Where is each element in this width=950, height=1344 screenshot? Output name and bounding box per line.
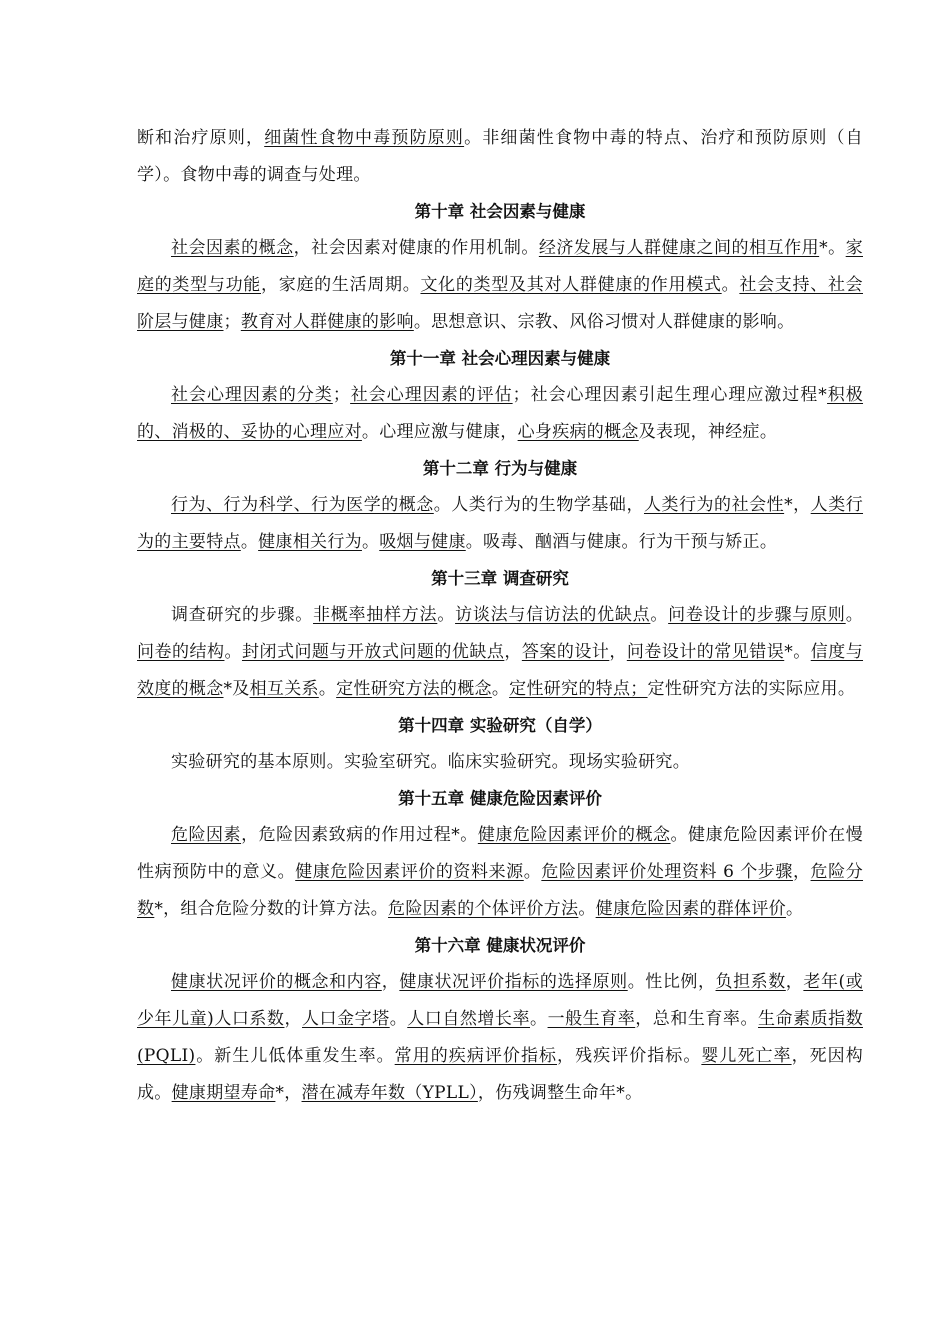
chapter-title: 第十五章 健康危险因素评价 [398, 789, 602, 808]
chapter-paragraph [137, 744, 863, 781]
text-run: 。 [530, 1009, 548, 1029]
text-run: ，社会因素对健康的作用机制。 [293, 238, 539, 258]
text-run: 定性研究方法的实际应用。 [647, 679, 856, 699]
underlined-term: 教育对人群健康的影响 [240, 312, 414, 332]
text-run: 。吸毒、酗酒与健康。行为干预与矫正。 [465, 532, 778, 552]
underlined-term: 潜在减寿年数（YPLL） [301, 1083, 478, 1103]
text-run: 。 [650, 605, 669, 625]
text-run: 。 [491, 679, 510, 699]
text-run: 。性比例， [627, 972, 716, 992]
text-run: *， [275, 1083, 302, 1103]
chapter-paragraph [137, 817, 863, 928]
text-run: ， [609, 642, 627, 662]
underlined-term: 问卷的结构 [137, 642, 225, 662]
text-run: 。 [389, 1009, 408, 1029]
underlined-term: 人口金字塔 [302, 1009, 390, 1029]
underlined-term: 细菌性食物中毒预防原则 [264, 128, 465, 148]
document-body [137, 120, 863, 1112]
underlined-term: 行为、行为科学、行为医学的概念 [171, 495, 434, 515]
chapter-title: 第十三章 调查研究 [431, 569, 569, 588]
text-run: ， [381, 972, 400, 992]
text-run: ，死因构成。 [137, 1046, 864, 1103]
underlined-term: 健康相关行为 [258, 532, 362, 552]
text-run: 调查研究的步骤。 [171, 605, 314, 625]
text-run: 。 [240, 532, 259, 552]
underlined-term: 危险因素的个体评价方法 [388, 899, 579, 919]
text-run: ，伤残调整生命年*。 [477, 1083, 643, 1103]
intro-paragraph [137, 120, 863, 194]
text-run: 。 [845, 605, 863, 625]
text-run: ，残疾评价指标。 [557, 1046, 702, 1066]
chapter-paragraph [137, 230, 863, 341]
underlined-term: 生命素质指数(PQLI) [137, 1009, 863, 1066]
text-run: *，组合危险分数的计算方法。 [154, 899, 389, 919]
text-run: 。 [785, 899, 804, 919]
underlined-term: 定性研究方法的概念 [336, 679, 492, 699]
underlined-term: 访谈法与信访法的优缺点 [455, 605, 651, 625]
underlined-term: 老年(或少年儿童)人口系数 [137, 972, 864, 1029]
text-run: ， [284, 1009, 303, 1029]
underlined-term: 家庭的类型与功能 [137, 238, 863, 295]
text-run: *， [784, 495, 811, 515]
text-run: 。健康危险因素评价在慢性病预防中的意义。 [137, 825, 864, 882]
text-run: ， [504, 642, 522, 662]
underlined-term: 危险分数 [137, 862, 864, 919]
underlined-term: 问卷设计的步骤与原则 [668, 605, 846, 625]
chapter-paragraph [137, 964, 863, 1112]
text-run: *。 [819, 238, 846, 258]
underlined-term: 社会支持、社会阶层与健康 [137, 275, 863, 332]
underlined-term: 积极的、消极的、妥协的心理应对 [137, 385, 864, 442]
text-run: 及表现，神经症。 [638, 422, 778, 442]
text-run: 。 [578, 899, 596, 919]
underlined-term: 健康危险因素评价的概念 [477, 825, 671, 845]
text-run: ，危险因素致病的作用过程*。 [241, 825, 478, 845]
underlined-term: 信度与效度的概念 [137, 642, 864, 699]
underlined-term: 健康危险因素评价的资料来源 [295, 862, 524, 882]
underlined-term: 社会心理因素的分类 [171, 385, 333, 405]
underlined-term: 健康期望寿命 [171, 1083, 276, 1103]
underlined-term: 答案的设计 [521, 642, 610, 662]
text-run: 。人类行为的生物学基础， [433, 495, 644, 515]
text-run: 。 [721, 275, 740, 295]
underlined-term: 社会心理因素的评估 [350, 385, 513, 405]
chapter-title: 第十一章 社会心理因素与健康 [389, 349, 611, 368]
underlined-term: 健康状况评价的概念和内容 [171, 972, 382, 992]
underlined-term: 吸烟与健康 [379, 532, 466, 552]
underlined-term: 危险因素评价处理资料 6 个步骤 [541, 862, 793, 882]
underlined-term: 危险因素 [171, 825, 242, 845]
chapter-title: 第十六章 健康状况评价 [414, 936, 586, 955]
underlined-term: 人口自然增长率 [407, 1009, 531, 1029]
text-run: 。新生儿低体重发生率。 [195, 1046, 395, 1066]
text-run: 。 [437, 605, 456, 625]
text-run: 断和治疗原则， [137, 128, 265, 148]
underlined-term: 婴儿死亡率 [701, 1046, 792, 1066]
underlined-term: 定性研究的特点； [509, 679, 648, 699]
text-run: ， [792, 862, 811, 882]
underlined-term: 经济发展与人群健康之间的相互作用 [538, 238, 820, 258]
text-run: *。 [784, 642, 811, 662]
text-run: 。思想意识、宗教、风俗习惯对人群健康的影响。 [413, 312, 795, 332]
text-run: ； [223, 312, 241, 332]
underlined-term: 健康状况评价指标的选择原则 [399, 972, 628, 992]
underlined-term: 心身疾病的概念 [517, 422, 639, 442]
underlined-term: 健康危险因素的群体评价 [595, 899, 786, 919]
underlined-term: 问卷设计的常见错误 [626, 642, 785, 662]
text-run: ，家庭的生活周期。 [261, 275, 421, 295]
text-run: 。 [224, 642, 242, 662]
text-run: *及 [223, 679, 250, 699]
chapter-paragraph [137, 597, 863, 708]
chapter-paragraph [137, 487, 863, 561]
text-run: ； [332, 385, 351, 405]
chapter-title: 第十二章 行为与健康 [422, 459, 578, 478]
underlined-term: 人类行为的主要特点 [137, 495, 864, 552]
text-run: 实验研究的基本原则。实验室研究。临床实验研究。现场实验研究。 [171, 752, 690, 772]
text-run: 。 [523, 862, 542, 882]
text-run: 。非细菌性食物中毒的特点、治疗和预防原则（自学）。食物中毒的调查与处理。 [137, 128, 863, 185]
underlined-term: 社会因素的概念 [171, 238, 294, 258]
text-run: 。 [318, 679, 337, 699]
underlined-term: 相互关系 [249, 679, 319, 699]
text-run: ， [785, 972, 804, 992]
chapter-paragraph [137, 377, 863, 451]
chapter-title: 第十四章 实验研究（自学） [398, 716, 602, 735]
chapter-title: 第十章 社会因素与健康 [414, 202, 586, 221]
underlined-term: 常用的疾病评价指标 [394, 1046, 558, 1066]
underlined-term: 文化的类型及其对人群健康的作用模式 [420, 275, 722, 295]
text-run: 。心理应激与健康， [361, 422, 518, 442]
text-run: ；社会心理因素引起生理心理应激过程* [512, 385, 828, 405]
underlined-term: 人类行为的社会性 [643, 495, 785, 515]
text-run: 。 [361, 532, 380, 552]
underlined-term: 封闭式问题与开放式问题的优缺点 [241, 642, 505, 662]
text-run: ，总和生育率。 [635, 1009, 759, 1029]
underlined-term: 一般生育率 [547, 1009, 636, 1029]
underlined-term: 负担系数 [715, 972, 786, 992]
underlined-term: 非概率抽样方法 [313, 605, 438, 625]
